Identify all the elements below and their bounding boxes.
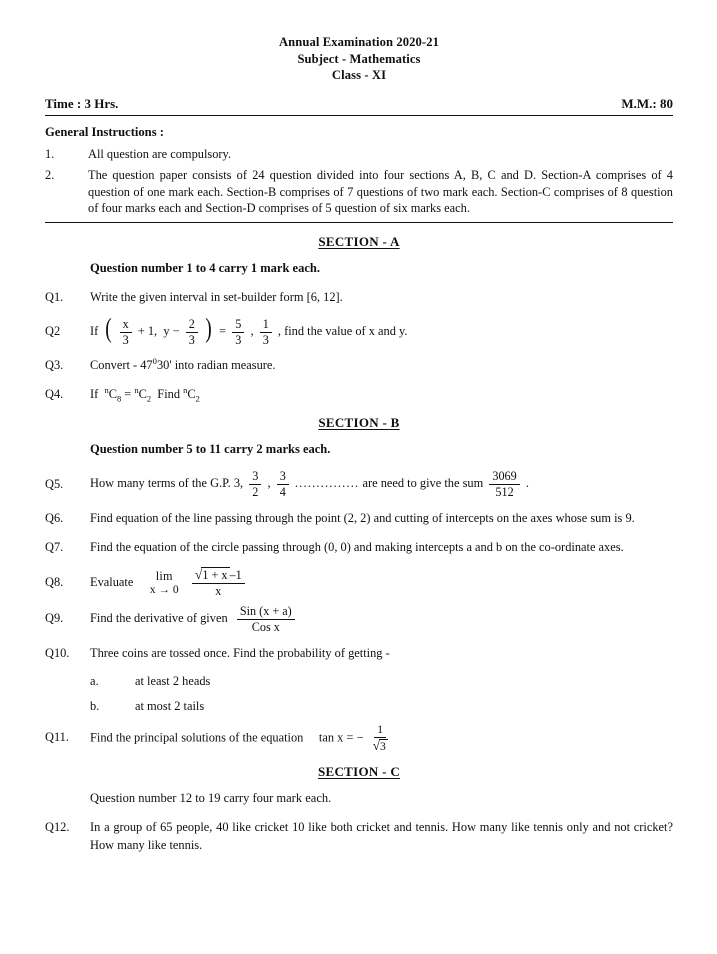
exam-subject-line: Subject - Mathematics	[297, 51, 421, 66]
q3-text-a: Convert - 47	[90, 358, 153, 373]
instruction-text: All question are compulsory.	[88, 146, 232, 161]
q4-lead: If	[90, 387, 99, 402]
question-3	[45, 357, 673, 375]
question-number: Q8.	[45, 575, 64, 589]
sub-label: a.	[90, 673, 99, 688]
q9-lead: Find the derivative of given	[90, 611, 228, 626]
q5-lead: How many terms of the G.P. 3,	[90, 476, 244, 491]
exam-class-line: Class - XI	[331, 68, 387, 83]
instruction-number: 2.	[45, 168, 55, 183]
section-b-note: Question number 5 to 11 carry 2 marks each.	[90, 442, 331, 457]
fraction-3069-over-512: $\frac{3069}{512}$	[489, 470, 519, 499]
fraction-1-over-3: $\frac{1}{3}$	[260, 318, 272, 347]
question-text: Find the equation of the circle passing through (0, 0) and making intercepts a and b on the co-ordinate axes.	[90, 540, 624, 555]
question-text	[90, 568, 673, 598]
limit-operator: lim x → 0	[149, 568, 179, 597]
question-number: Q11.	[45, 730, 69, 745]
q4-superscript-n: n	[183, 385, 188, 396]
question-text: In a group of 65 people, 40 like cricket 10 like both cricket and tennis. How many like tennis only and not cricket? How many like tennis.	[90, 819, 673, 852]
q2-plus-one: + 1,	[137, 323, 158, 338]
section-c-title: SECTION - C	[317, 763, 401, 779]
question-number: Q2	[45, 324, 61, 339]
sub-text: at least 2 heads	[135, 673, 211, 688]
question-number: Q7.	[45, 540, 64, 555]
limit-expression-fraction	[192, 568, 245, 598]
fraction-3-over-2: $\frac{3}{2}$	[249, 470, 261, 499]
question-4	[45, 386, 673, 404]
q2-y-minus: y −	[163, 323, 180, 338]
horizontal-divider	[45, 222, 673, 223]
question-number: Q10.	[45, 645, 70, 660]
section-a-note: Question number 1 to 4 carry 1 mark each.	[90, 260, 320, 275]
q4-subscript-8: 8	[116, 393, 122, 404]
section-b-title: SECTION - B	[318, 415, 400, 431]
square-root-3: √3	[372, 737, 386, 753]
q5-mid: are need to give the sum	[362, 476, 484, 491]
fraction-x-over-3: $\frac{x}{3}$	[120, 318, 132, 347]
q4-c-2: C	[138, 387, 147, 402]
question-5	[45, 470, 673, 499]
question-11	[45, 724, 673, 753]
q5-comma: ,	[267, 476, 271, 491]
question-text: Three coins are tossed once. Find the probability of getting -	[90, 645, 390, 660]
question-text: Find equation of the line passing through the point (2, 2) and cutting of intercepts on the axes whose sum is 9.	[90, 511, 635, 526]
q5-tail: .	[525, 476, 529, 491]
question-10-sub-b	[90, 699, 673, 714]
instruction-item	[45, 167, 673, 217]
fraction-1-over-root3: $\frac{1}{√3}$	[370, 724, 391, 753]
instruction-text: The question paper consists of 24 question divided into four sections A, B, C and D. Section-A comprises of 4 question of one mark each. Section-B comprises of 7 questions of two mark each. Section-C comprises of 8 question of four marks each and Section-D comprises of 5 question of six marks each.	[88, 168, 673, 216]
q4-find: Find	[157, 387, 181, 402]
q4-superscript-n: n	[134, 385, 139, 396]
question-text	[90, 605, 673, 634]
fraction-2-over-3: $\frac{2}{3}$	[186, 318, 198, 347]
question-8	[45, 568, 673, 598]
question-7	[45, 539, 673, 557]
question-number: Q1.	[45, 289, 64, 304]
q3-text-b: 30' into radian measure.	[156, 358, 276, 373]
q4-c-3: C	[187, 387, 196, 402]
instruction-number: 1.	[45, 146, 55, 161]
question-text	[90, 357, 673, 375]
sub-label: b.	[90, 698, 100, 713]
q4-c-1: C	[108, 387, 117, 402]
question-2	[45, 312, 673, 347]
q4-superscript-n: n	[104, 385, 109, 396]
question-10-sub-a	[90, 674, 673, 689]
question-text	[90, 724, 673, 753]
paper-sheet	[45, 0, 673, 866]
limit-numerator: √1 + x –1	[192, 568, 245, 584]
question-1	[45, 289, 673, 307]
q5-ellipsis: ...............	[294, 476, 360, 491]
instruction-item	[45, 146, 673, 163]
limit-denominator: x	[215, 584, 222, 599]
section-c-note: Question number 12 to 19 carry four mark each.	[90, 790, 332, 805]
q2-lead: If	[90, 323, 99, 338]
question-9	[45, 605, 673, 634]
fraction-sin-over-cos: $\frac{\text{Sin (x + a)}}{\text{Cos x}}$	[237, 605, 295, 634]
time-and-marks-row	[45, 96, 673, 116]
q2-tail: , find the value of x and y.	[277, 323, 408, 338]
question-number: Q3.	[45, 358, 64, 373]
question-text	[90, 470, 673, 499]
question-text: Write the given interval in set-builder form [6, 12].	[90, 289, 343, 304]
q4-subscript-2: 2	[146, 393, 152, 404]
degree-symbol: 0	[152, 356, 157, 367]
q11-lead: Find the principal solutions of the equation	[90, 730, 304, 745]
time-allowed-label: Time : 3 Hrs.	[45, 95, 119, 111]
exam-title-line: Annual Examination 2020-21	[278, 35, 440, 49]
square-root-expression: √1 + x	[194, 567, 228, 582]
question-6	[45, 510, 673, 528]
question-number: Q5.	[45, 476, 64, 491]
q2-equals: =	[219, 323, 227, 338]
question-12	[45, 819, 673, 855]
question-number: Q4.	[45, 387, 64, 402]
question-number: Q12.	[45, 819, 70, 834]
q2-comma: ,	[250, 323, 254, 338]
question-number: Q6.	[45, 511, 64, 526]
section-a-title: SECTION - A	[318, 233, 400, 249]
q4-subscript-2: 2	[195, 393, 200, 404]
question-text: If ( $\frac{x}{3}$ + 1, y − $\frac{2}{3}$ ) = $\frac{5}{3}$ , $\frac{1}{3}$ , find the value of x and y.	[90, 312, 408, 347]
q4-equals: =	[124, 387, 132, 402]
document-header	[45, 0, 673, 84]
fraction-3-over-4: $\frac{3}{4}$	[277, 470, 289, 499]
question-text	[90, 386, 673, 404]
q8-lead: Evaluate	[90, 574, 134, 589]
question-number: Q9.	[45, 611, 64, 626]
maximum-marks-label: M.M.: 80	[621, 95, 673, 111]
fraction-5-over-3: $\frac{5}{3}$	[232, 318, 244, 347]
question-10	[45, 645, 673, 663]
q11-tan-part: tan x = −	[318, 730, 364, 745]
sub-text: at most 2 tails	[135, 698, 205, 713]
general-instructions-heading: General Instructions :	[45, 124, 164, 139]
